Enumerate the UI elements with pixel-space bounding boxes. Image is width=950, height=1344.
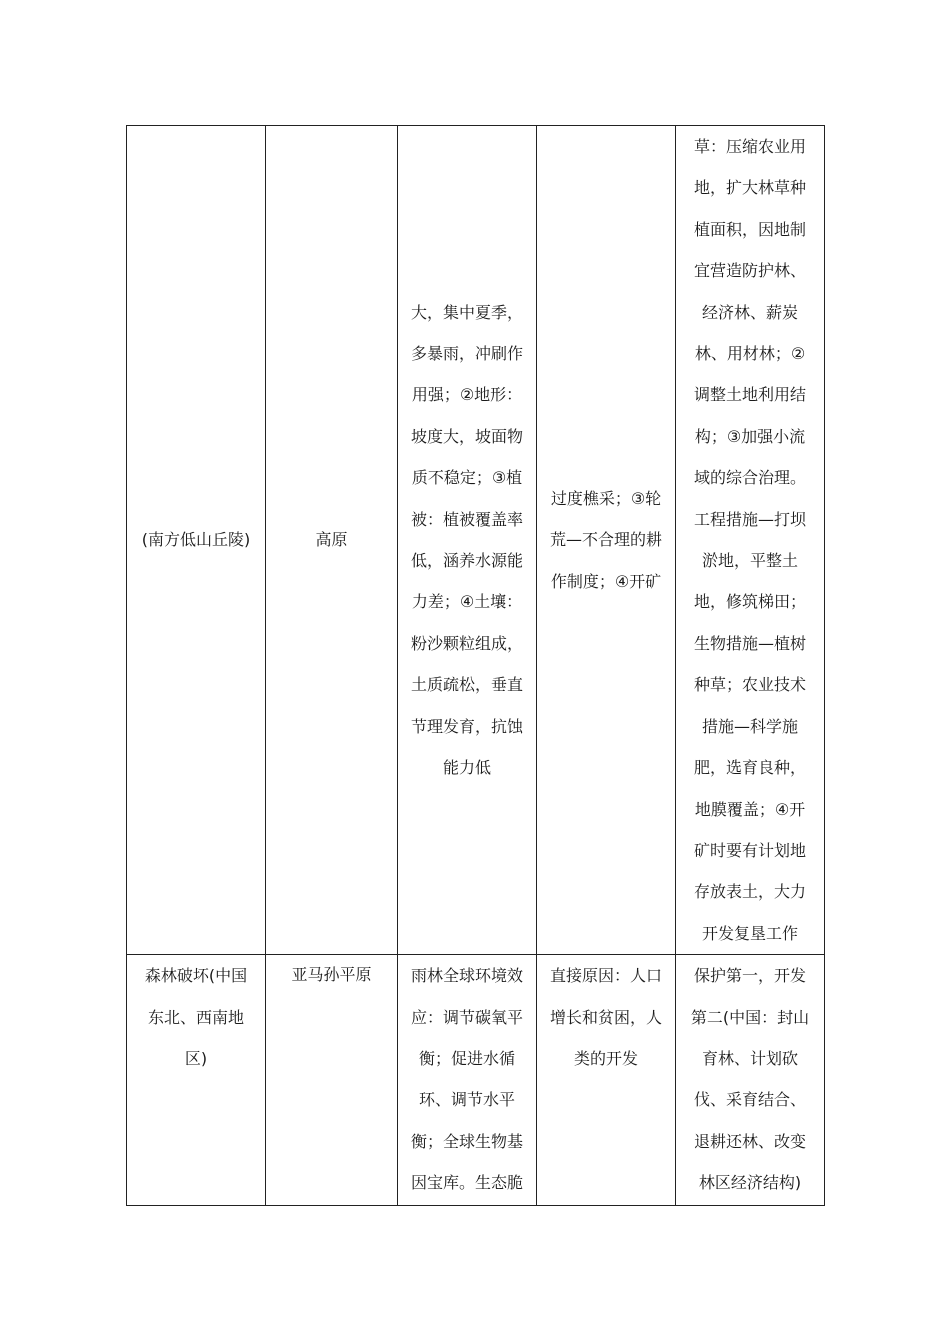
measures-cell: 保护第一，开发第二(中国：封山育林、计划砍伐、采育结合、退耕还林、改变林区经济结构) [676,955,825,1206]
table-row [127,126,825,955]
human-cause-cell: 过度樵采；③轮荒—不合理的耕作制度；④开矿 [537,126,676,955]
measures-cell: 草：压缩农业用地，扩大林草种植面积，因地制宜营造防护林、经济林、薪炭林、用材林；②调整土地利用结构；③加强小流域的综合治理。工程措施—打坝淤地，平整土地，修筑梯田；生物措施—植树种草；农业技术措施—科学施肥，选育良种，地膜覆盖；④开矿时要有计划地存放表土，大力开发复垦工作 [676,126,825,955]
human-cause-cell: 直接原因：人口增长和贫困，人类的开发 [537,955,676,1206]
example-cell: 高原 [266,126,398,955]
environment-issues-table [126,125,825,1206]
natural-cause-cell: 大，集中夏季，多暴雨，冲刷作用强；②地形：坡度大，坡面物质不稳定；③植被：植被覆盖率低，涵养水源能力差；④土壤：粉沙颗粒组成，土质疏松，垂直节理发育，抗蚀能力低 [398,126,537,955]
natural-cause-cell: 雨林全球环境效应：调节碳氧平衡；促进水循环、调节水平衡；全球生物基因宝库。生态脆 [398,955,537,1206]
table-row [127,955,825,1206]
region-cell: (南方低山丘陵) [127,126,266,955]
region-cell: 森林破坏(中国东北、西南地区) [127,955,266,1206]
example-cell: 亚马孙平原 [266,955,398,1206]
